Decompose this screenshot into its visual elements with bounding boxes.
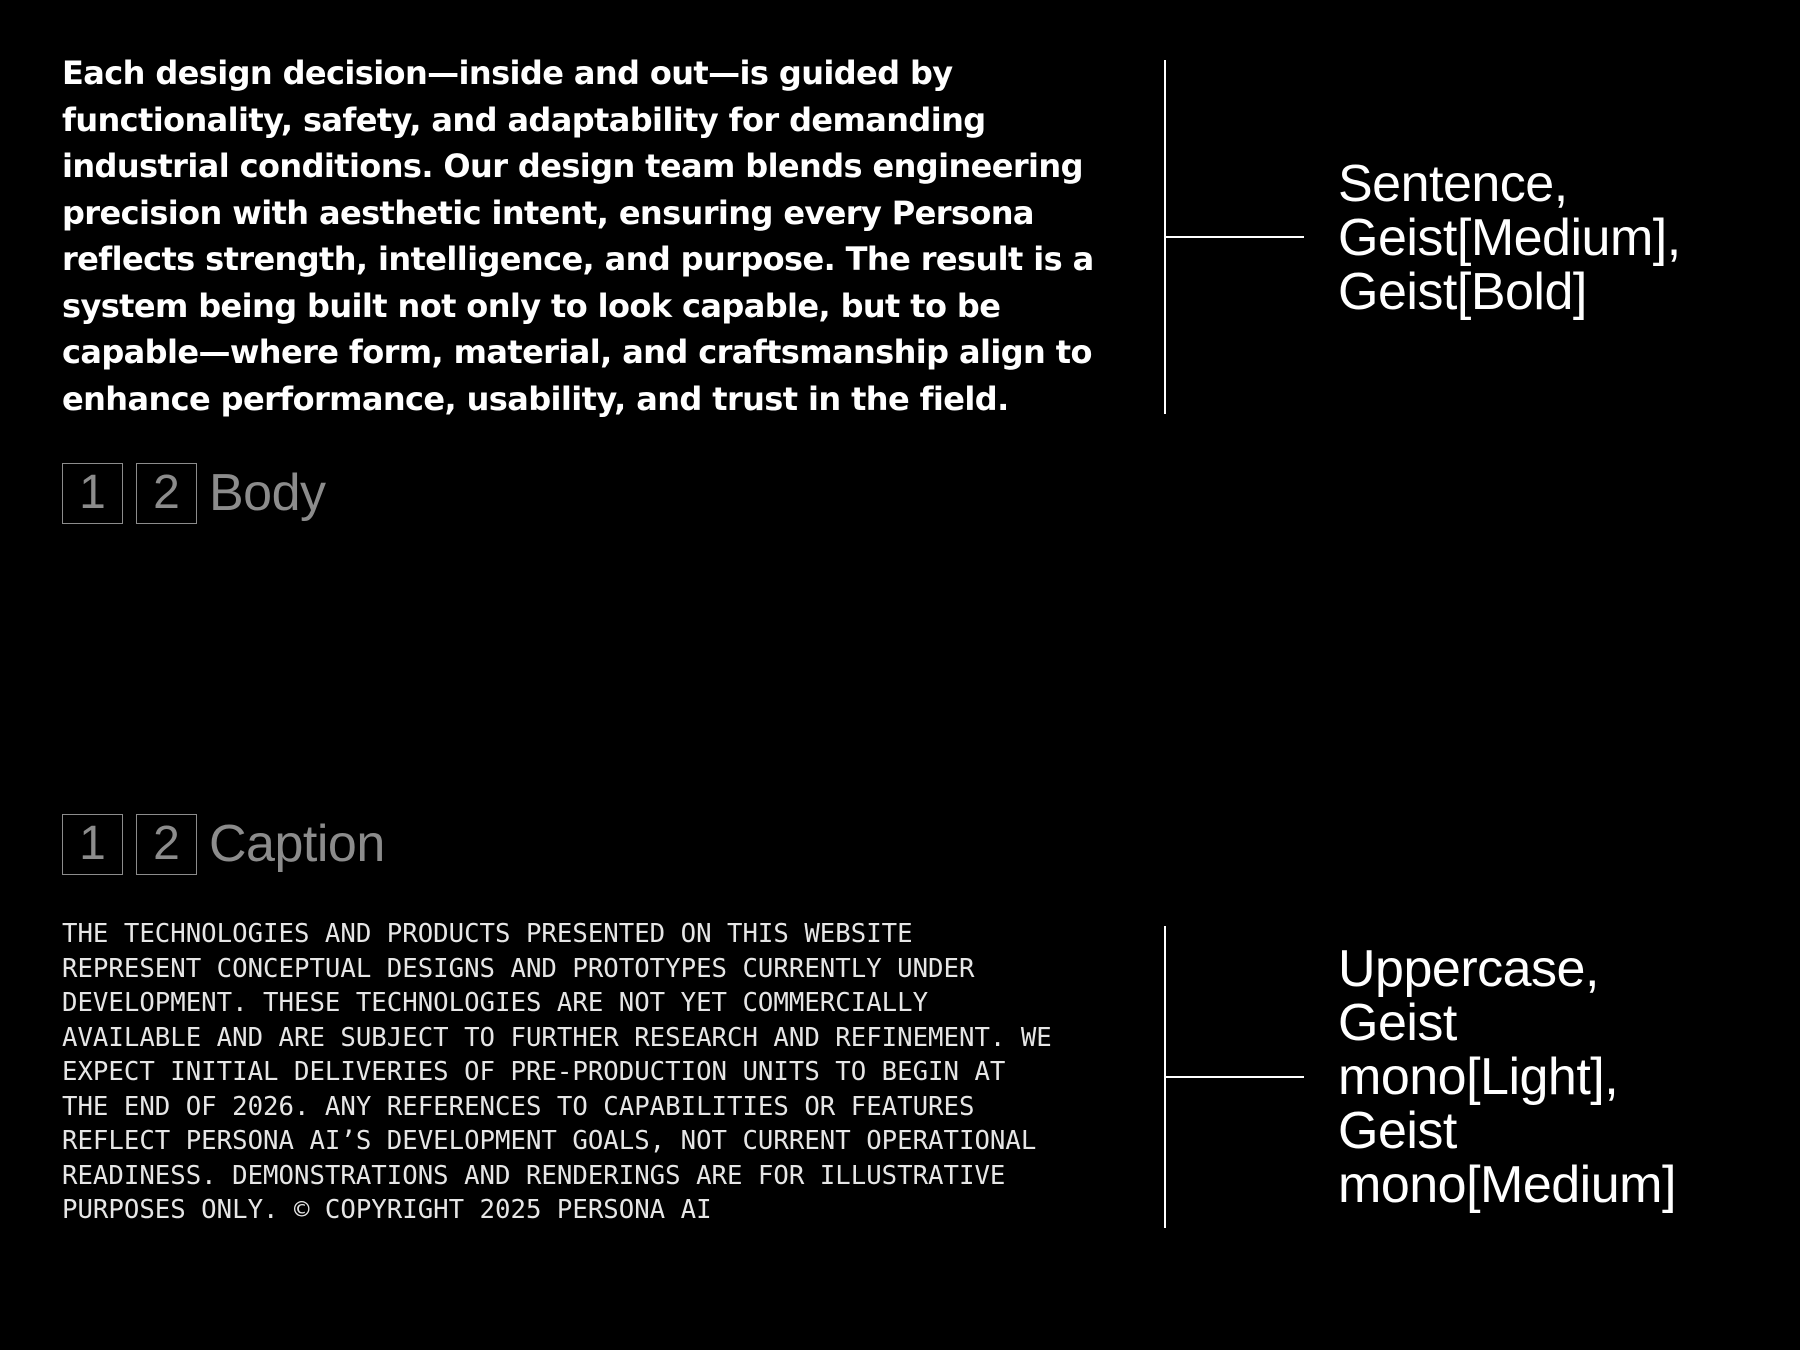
body-annotation-bracket <box>1164 60 1304 414</box>
bracket-horizontal-line <box>1164 236 1304 238</box>
caption-annotation-line-1: Uppercase, <box>1338 940 1599 998</box>
body-annotation-line-1: Sentence, <box>1338 155 1568 213</box>
caption-annotation-line-3: mono[Light], <box>1338 1048 1619 1106</box>
caption-annotation-bracket <box>1164 926 1304 1228</box>
body-annotation-line-2: Geist[Medium], <box>1338 209 1681 267</box>
caption-label <box>62 812 385 876</box>
body-label <box>62 461 326 525</box>
body-sample-paragraph: Each design decision—inside and out—is guided by functionality, safety, and adaptability for demanding industrial conditions. Our design team blends engineering precision with aesthetic intent, ensuring every Persona reflects strength, intelligence, and purpose. The result is a system being built not only to look capable, but to be capable—where form, material, and craftsmanship align to enhance performance, usability, and trust in the field. <box>62 54 1094 418</box>
body-label-box-2: 2 <box>136 463 197 524</box>
caption-annotation-line-2: Geist <box>1338 994 1457 1052</box>
bracket-horizontal-line <box>1164 1076 1304 1078</box>
caption-annotation-line-4: Geist <box>1338 1102 1457 1160</box>
caption-annotation-line-5: mono[Medium] <box>1338 1156 1676 1214</box>
caption-sample-paragraph: THE TECHNOLOGIES AND PRODUCTS PRESENTED ON THIS WEBSITE REPRESENT CONCEPTUAL DESIGNS AND PROTOTYPES CURRENTLY UNDER DEVELOPMENT. THESE TECHNOLOGIES ARE NOT YET COMMERCIALLY AVAILABLE AND ARE SUBJECT TO FURTHER RESEARCH AND REFINEMENT. WE EXPECT INITIAL DELIVERIES OF PRE-PRODUCTION UNITS TO BEGIN AT THE END OF 2026. ANY REFERENCES TO CAPABILITIES OR FEATURES REFLECT PERSONA AI’S DEVELOPMENT GOALS, NOT CURRENT OPERATIONAL READINESS. DEMONSTRATIONS AND RENDERINGS ARE FOR ILLUSTRATIVE PURPOSES ONLY. © COPYRIGHT 2025 PERSONA AI <box>62 919 1052 1225</box>
body-annotation-line-3: Geist[Bold] <box>1338 263 1587 321</box>
caption-annotation <box>1338 942 1676 1212</box>
caption-label-box-1: 1 <box>62 814 123 875</box>
caption-label-box-2: 2 <box>136 814 197 875</box>
body-label-box-1: 1 <box>62 463 123 524</box>
body-annotation <box>1338 157 1681 319</box>
body-label-text: Body <box>209 464 326 522</box>
caption-label-text: Caption <box>209 815 385 873</box>
